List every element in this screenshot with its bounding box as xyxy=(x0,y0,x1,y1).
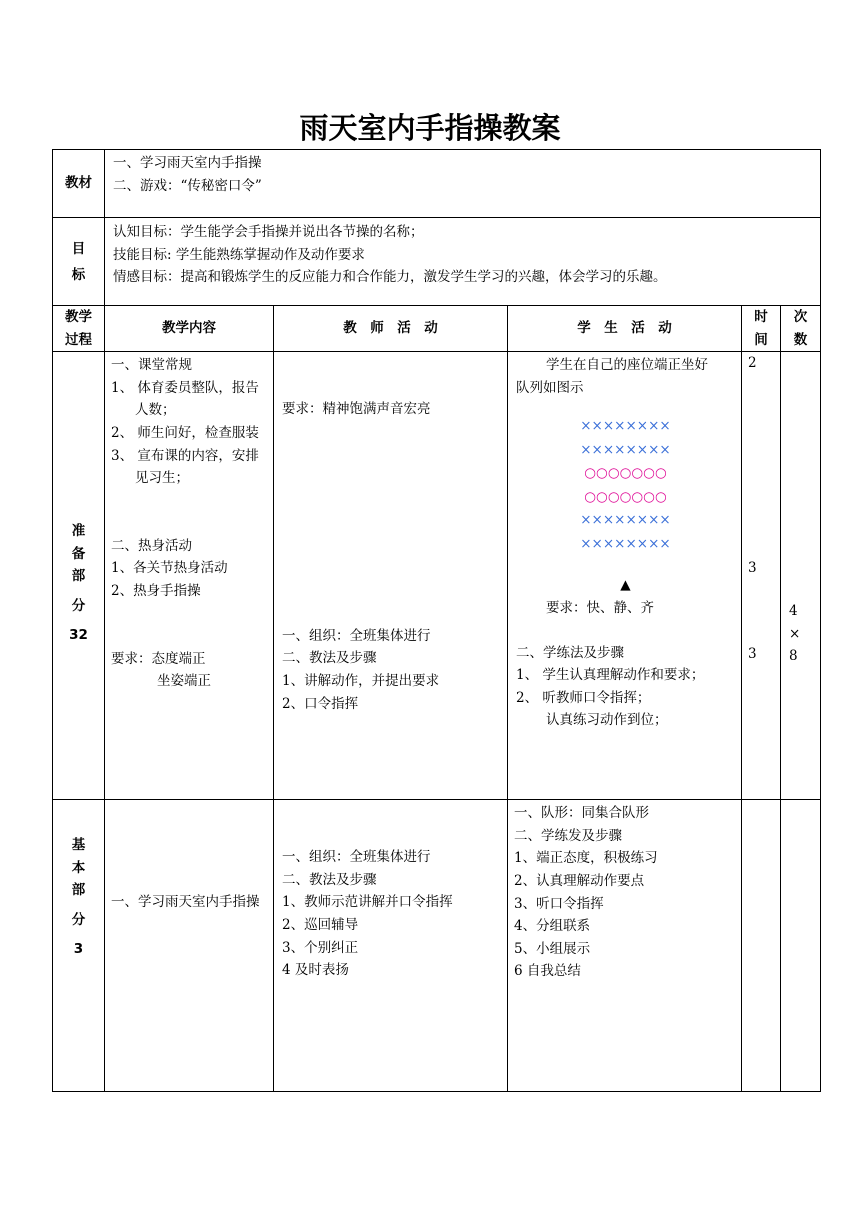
header-process-line-2: 过程 xyxy=(65,331,92,348)
main-teacher-line-2: 二、教法及步骤 xyxy=(282,871,377,888)
main-teacher-line-1: 一、组织：全班集体进行 xyxy=(282,849,431,866)
prep-teacher-line-4: 1、讲解动作，并提出要求 xyxy=(282,672,440,689)
header-student: 学 生 活 动 xyxy=(508,306,742,352)
header-teacher: 教 师 活 动 xyxy=(274,306,508,352)
prep-label-char-3: 部 xyxy=(71,568,86,585)
goal-skill: 技能目标: 学生能熟练掌握动作及动作要求 xyxy=(113,246,365,263)
header-time xyxy=(742,306,781,352)
prep-content-line-5: 二、热身活动 xyxy=(111,537,192,554)
prep-count-1: 4 xyxy=(789,603,798,620)
prep-time-1: 2 xyxy=(748,355,757,372)
main-student-line-8: 6 自我总结 xyxy=(514,963,581,980)
materials-line-1: 一、学习雨天室内手指操 xyxy=(113,155,262,171)
prep-content-line-3: 2、 师生问好，检查服装 xyxy=(111,424,259,441)
goal-cognitive: 认知目标：学生能学会手指操并说出各节操的名称； xyxy=(113,224,424,240)
formation-cross-row-3: ×××××××× xyxy=(580,512,671,529)
prep-label-char-1: 准 xyxy=(71,523,86,540)
header-row xyxy=(53,306,821,352)
prep-student-line-5: 1、 学生认真理解动作和要求； xyxy=(516,667,705,684)
formation-circle-row-2: ○○○○○○○ xyxy=(584,488,667,505)
main-teacher-line-6: 4 及时表扬 xyxy=(282,962,349,979)
prep-student-line-6: 2、 听教师口令指挥； xyxy=(516,689,651,706)
main-student-line-4: 2、认真理解动作要点 xyxy=(514,872,645,889)
prep-teacher-line-2: 一、组织：全班集体进行 xyxy=(282,627,431,644)
prep-label xyxy=(53,352,105,800)
prep-content-line-1: 一、课堂常规 xyxy=(111,357,192,374)
materials-label: 教材 xyxy=(53,150,105,218)
main-teacher-line-5: 3、个别纠正 xyxy=(282,939,359,956)
main-label xyxy=(53,800,105,1092)
main-label-char-4: 分 xyxy=(71,911,86,928)
main-label-char-3: 部 xyxy=(71,882,86,899)
main-row xyxy=(53,800,821,1092)
prep-teacher-line-1: 要求：精神饱满声音宏亮 xyxy=(282,401,431,418)
lesson-plan-table xyxy=(52,149,821,1092)
main-teacher-line-3: 1、教师示范讲解并口令指挥 xyxy=(282,894,453,911)
prep-time xyxy=(742,352,781,800)
formation-cross-row-1: ×××××××× xyxy=(580,418,671,435)
prep-label-char-4: 分 xyxy=(71,597,86,614)
header-count xyxy=(781,306,821,352)
materials-line-2: 二、游戏：“传秘密口令” xyxy=(113,177,262,194)
header-count-line-2: 数 xyxy=(793,331,808,348)
main-label-char-5: 3 xyxy=(73,940,84,957)
header-process-line-1: 教学 xyxy=(65,309,92,325)
page-title: 雨天室内手指操教案 xyxy=(299,111,561,145)
main-label-char-1: 基 xyxy=(71,837,86,854)
prep-student-line-1: 学生在自己的座位端正坐好 xyxy=(546,357,708,374)
prep-count-3: 8 xyxy=(789,648,798,665)
main-content-line-1: 一、学习雨天室内手指操 xyxy=(111,894,260,911)
main-student-line-2: 二、学练发及步骤 xyxy=(514,827,622,844)
main-student-line-7: 5、小组展示 xyxy=(514,940,591,957)
main-student xyxy=(508,800,742,1092)
materials-content xyxy=(105,150,821,218)
main-student-line-1: 一、队形：同集合队形 xyxy=(514,805,649,822)
prep-row xyxy=(53,352,821,800)
prep-content xyxy=(105,352,274,800)
prep-content-line-7: 2、热身手指操 xyxy=(111,582,201,599)
goals-content xyxy=(105,218,821,306)
goals-label-char-2: 标 xyxy=(71,266,86,283)
prep-label-char-2: 备 xyxy=(71,545,86,562)
main-student-line-3: 1、端正态度，积极练习 xyxy=(514,850,658,867)
goals-label-char-1: 目 xyxy=(71,240,86,257)
prep-content-line-2: 1、 体育委员整队，报告人数； xyxy=(111,379,259,419)
prep-time-3: 3 xyxy=(748,646,757,663)
prep-student-line-4: 二、学练法及步骤 xyxy=(516,644,624,661)
header-count-line-1: 次 xyxy=(793,309,808,325)
main-student-line-6: 4、分组联系 xyxy=(514,918,591,935)
prep-content-line-8: 要求：态度端正 xyxy=(111,650,206,667)
main-label-char-2: 本 xyxy=(71,859,86,876)
main-time xyxy=(742,800,781,1092)
main-content xyxy=(105,800,274,1092)
formation-cross-row-2: ×××××××× xyxy=(580,441,671,458)
goal-emotional: 情感目标：提高和锻炼学生的反应能力和合作能力，激发学生学习的兴趣，体会学习的乐趣。 xyxy=(113,269,667,286)
prep-content-line-6: 1、各关节热身活动 xyxy=(111,560,228,577)
prep-content-line-4: 3、 宣布课的内容，安排见习生； xyxy=(111,447,259,487)
prep-student-line-3: 要求：快、静、齐 xyxy=(546,599,654,616)
main-student-line-5: 3、听口令指挥 xyxy=(514,895,604,912)
materials-row xyxy=(53,150,821,218)
header-content: 教学内容 xyxy=(105,306,274,352)
prep-teacher-line-5: 2、口令指挥 xyxy=(282,695,359,712)
prep-student-line-7: 认真练习动作到位； xyxy=(546,712,668,729)
header-time-line-2: 间 xyxy=(754,331,768,348)
prep-content-line-9: 坐姿端正 xyxy=(157,673,211,690)
main-teacher-line-4: 2、巡回辅导 xyxy=(282,916,359,933)
prep-teacher-line-3: 二、教法及步骤 xyxy=(282,650,377,667)
header-time-line-1: 时 xyxy=(754,309,768,325)
prep-student-line-2: 队列如图示 xyxy=(516,379,584,396)
main-count xyxy=(781,800,821,1092)
goals-row xyxy=(53,218,821,306)
prep-time-2: 3 xyxy=(748,559,757,576)
prep-student xyxy=(508,352,742,800)
main-teacher xyxy=(274,800,508,1092)
teacher-position-marker: ▲ xyxy=(620,577,631,594)
prep-teacher xyxy=(274,352,508,800)
formation-cross-row-4: ×××××××× xyxy=(580,535,671,552)
header-process xyxy=(53,306,105,352)
prep-count xyxy=(781,352,821,800)
formation-circle-row-1: ○○○○○○○ xyxy=(584,465,667,482)
goals-label xyxy=(53,218,105,306)
prep-label-char-5: 32 xyxy=(69,626,88,643)
prep-count-2: × xyxy=(789,625,801,642)
